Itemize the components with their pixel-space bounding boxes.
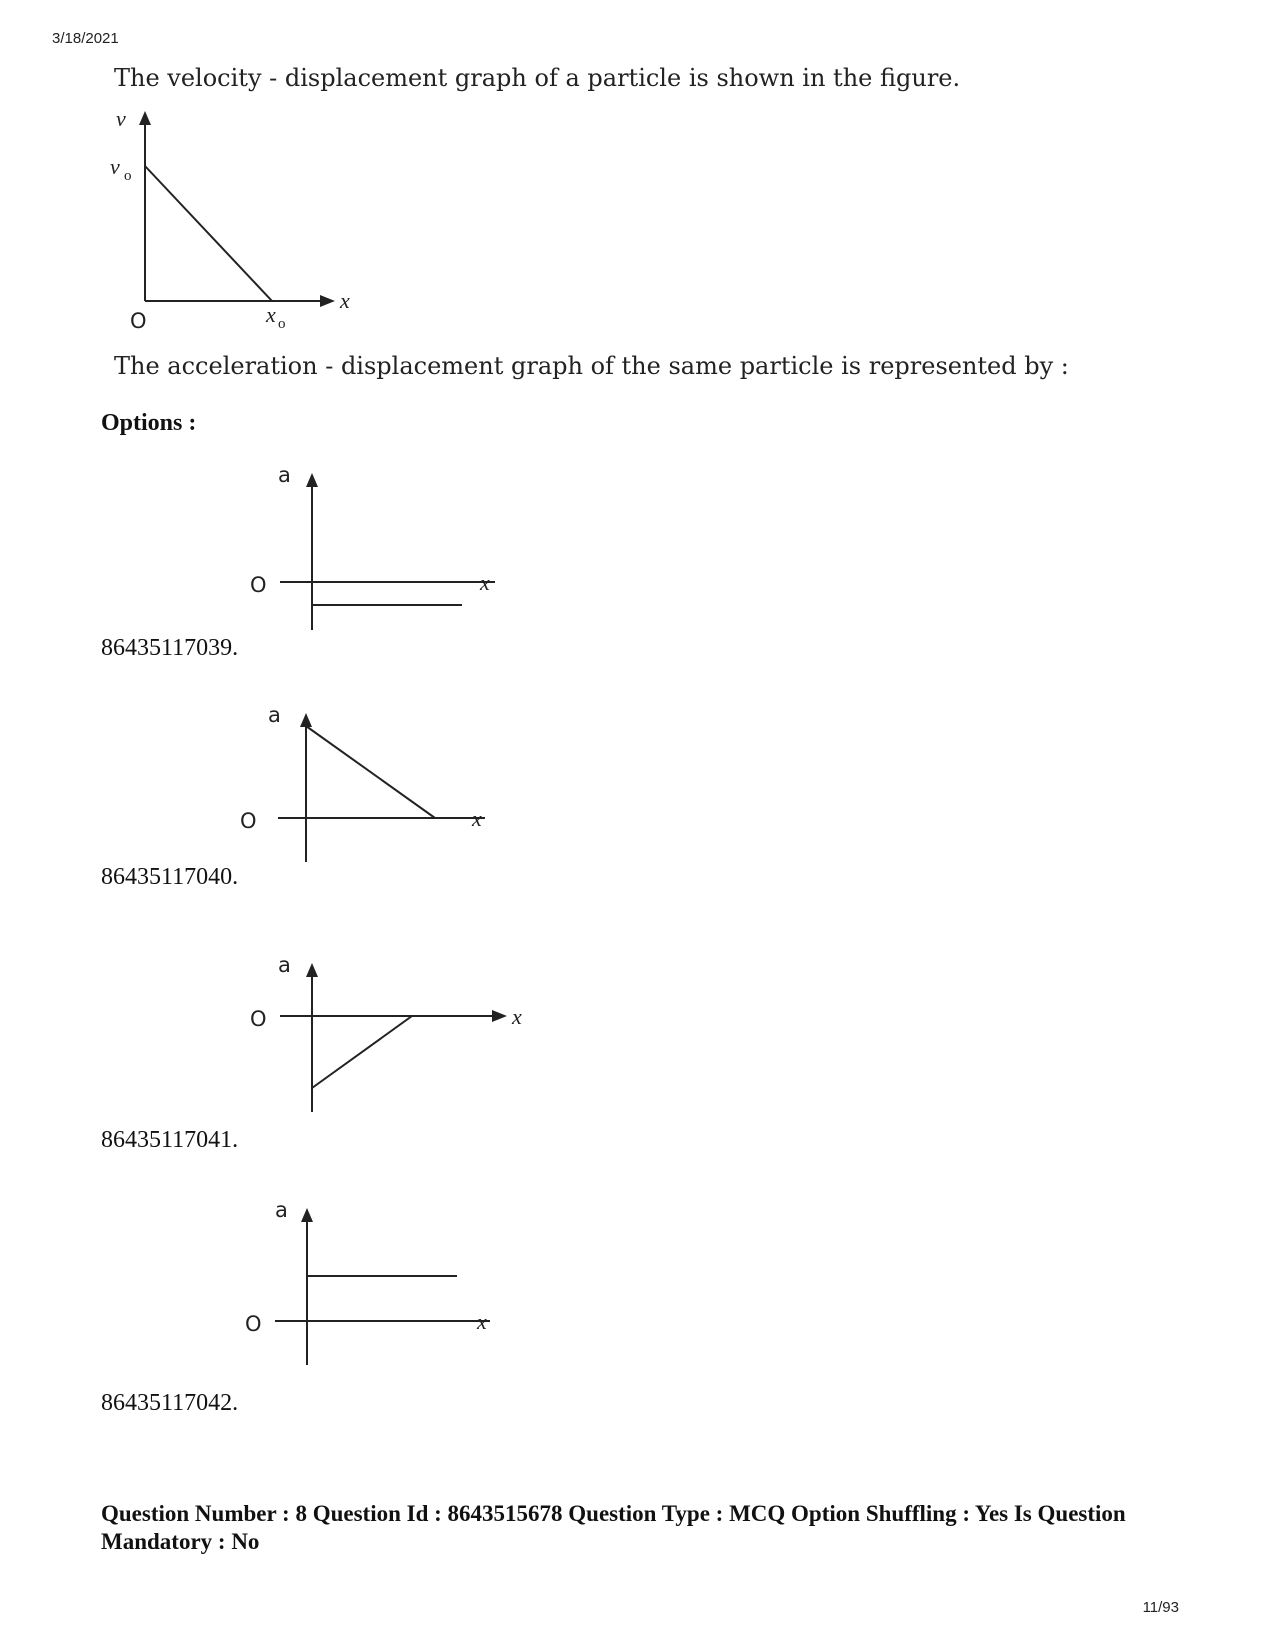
- velocity-displacement-figure: [100, 106, 370, 346]
- option-1-id: 86435117039.: [101, 635, 239, 661]
- v-axis-label: v: [116, 106, 126, 131]
- option-4-a-label: a: [275, 1205, 288, 1222]
- x0-subscript: o: [278, 316, 286, 332]
- page-number: 11/93: [1142, 1599, 1179, 1616]
- option-2-a-label: a: [268, 710, 281, 727]
- option-4-x-label: x: [477, 1309, 487, 1334]
- option-3-origin-label: O: [250, 1007, 267, 1031]
- print-date: 3/18/2021: [52, 30, 119, 47]
- option-4-origin-label: O: [245, 1312, 262, 1336]
- option-2-id: 86435117040.: [101, 864, 239, 890]
- x0-label: x: [266, 302, 276, 327]
- x-axis-label: x: [340, 288, 350, 313]
- option-3-id: 86435117041.: [101, 1127, 239, 1153]
- option-4-graph: [245, 1205, 515, 1395]
- option-3-a-label: a: [278, 960, 291, 977]
- question-meta: Question Number : 8 Question Id : 8643515678 Question Type : MCQ Option Shuffling : Yes Is Question Mandatory : No: [101, 1501, 1126, 1554]
- v0-subscript: o: [124, 168, 132, 184]
- options-label: Options :: [101, 410, 197, 436]
- option-3-x-label: x: [512, 1004, 522, 1029]
- option-1-a-label: a: [278, 470, 291, 487]
- option-1-origin-label: O: [250, 573, 267, 597]
- origin-label: O: [130, 309, 147, 333]
- question-followup: The acceleration - displacement graph of the same particle is represented by :: [114, 352, 1069, 380]
- option-1-graph: [250, 470, 520, 660]
- option-4-id: 86435117042.: [101, 1390, 239, 1416]
- question-prompt: The velocity - displacement graph of a particle is shown in the figure.: [114, 64, 961, 92]
- option-2-origin-label: O: [240, 809, 257, 833]
- option-2-graph: [240, 710, 510, 900]
- v0-label: v: [110, 154, 120, 179]
- option-2-x-label: x: [472, 806, 482, 831]
- option-3-graph: [250, 960, 540, 1150]
- option-1-x-label: x: [480, 570, 490, 595]
